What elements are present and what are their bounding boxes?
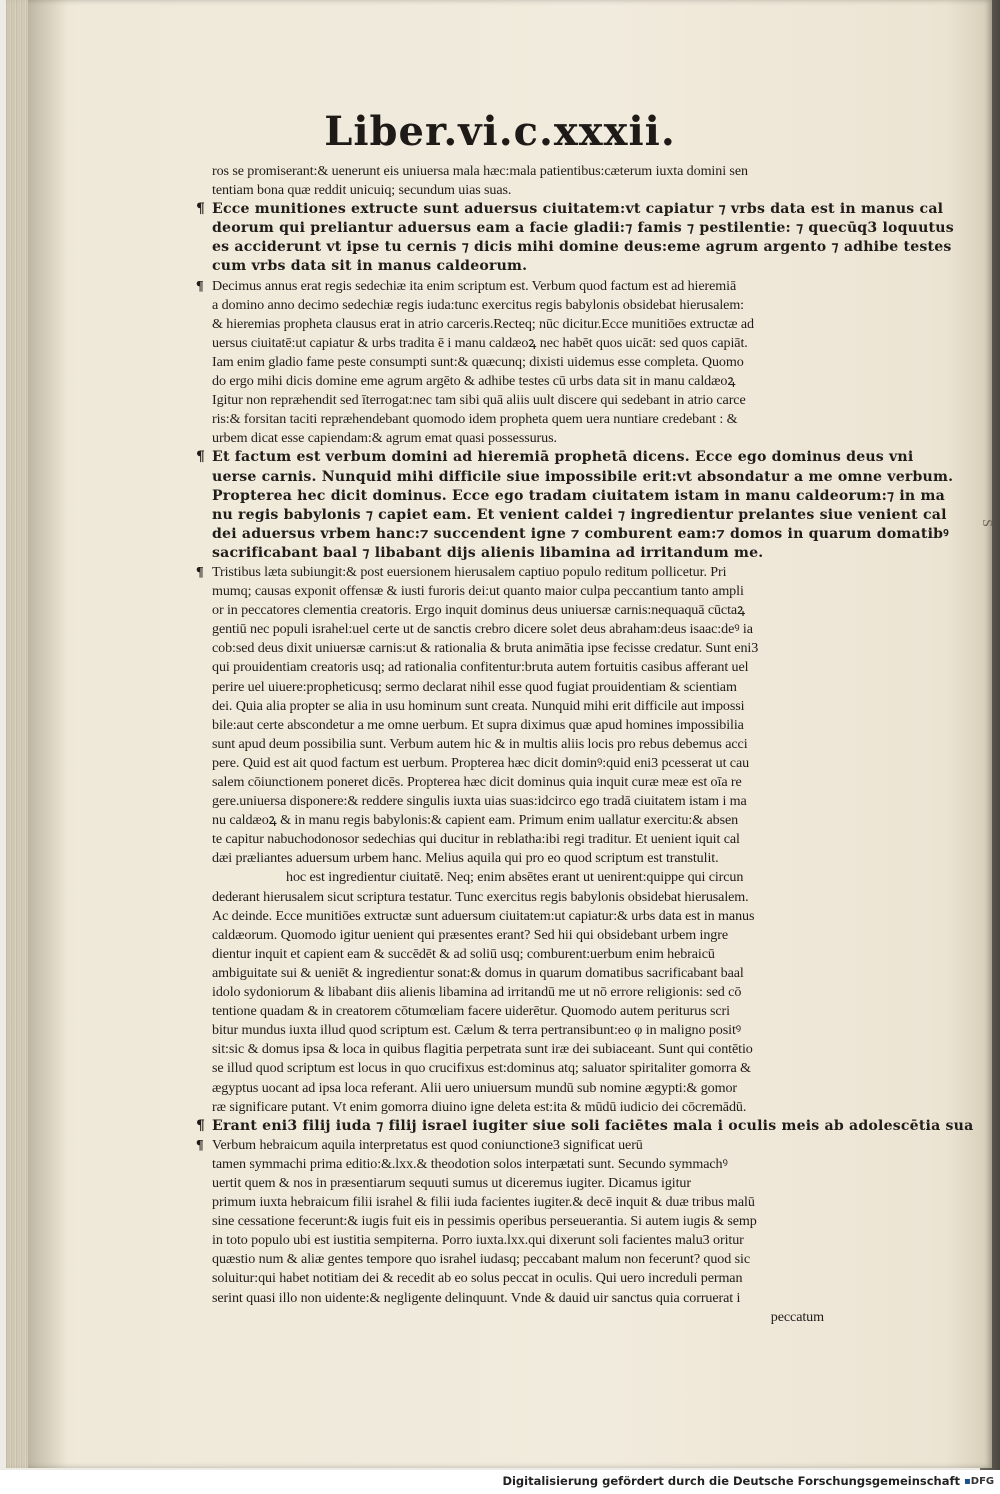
text-line [212,754,848,773]
line-text: uertit quem & nos in præsentiarum sequuti sumus ut diceremus iugiter. Dicamus igitur [212,1174,691,1191]
line-text: salem cōiunctionem poneret dicēs. Propterea hæc dicit dominus quia inquit curæ meæ est oīa re [212,774,742,790]
text-line [212,1002,848,1021]
text-line [196,277,848,296]
line-text: ris:& forsitan taciti repræhendebant quomodo idem propheta quem uera nuntiare credebant : & [212,411,738,428]
line-text: in toto populo ubi est iustitia sempiterna. Porro iuxta.lxx.qui dixerunt soli facientes malu3 oritur [212,1232,744,1249]
text-line [212,678,848,697]
line-text: urbem dicat esse capiendam:& agrum emat quasi possessurus. [212,430,557,447]
text-line [212,487,945,506]
text-line [212,868,848,887]
text-line [196,200,944,219]
line-text: Erant eni3 filij iuda ⁊ filij israel iugiter siue soli faciētes mala i oculis meis ab adolescētia sua [212,1117,974,1134]
line-text: bile:aut certe abscondetur a me omne uerbum. Et supra diximus quæ apud homines impossibilia [212,716,744,733]
line-text: ræ significare putant. Vt enim gomorra diuino igne deleta est:ita & mūdū iudicio dei cōcremādū. [212,1098,747,1115]
line-text: perire uel uiuere:propheticusq; sermo declarat nihil esse quod fugiat prouidentiam & scientiam [212,678,737,695]
text-line [212,1155,848,1174]
line-text: soluitur:qui habet notitiam dei & recedit ab eo solus peccat in oculis. Qui uero increduli perman [212,1270,743,1287]
paragraph-mark-icon: ¶ [196,277,204,294]
text-line [212,620,848,639]
gutter-shadow [28,0,68,1468]
text-line [212,1269,848,1288]
line-text: ambiguitate sui & ueniēt & ingredientur sonat:& domus in quarum domatibus sacrificabant baal [212,964,744,981]
text-block [196,162,974,1327]
line-text: tamen symmachi prima editio:&.lxx.& theodotion solos interpætati sunt. Secundo symmachꝰ [212,1155,728,1172]
text-line [212,525,949,544]
text-line [212,582,848,601]
line-text: a domino anno decimo sedechiæ regis iuda:tunc exercitus regis babylonis obsidebat hierusalem: [212,296,744,313]
line-text: ros se promiserant:& uenerunt eis uniuersa mala hæc:mala patientibus:cæterum iuxta domini sen [212,163,748,179]
footer-bar [0,1470,1000,1494]
text-line [212,735,848,754]
text-line [212,1289,848,1308]
line-text: dei. Quia alia propter se alia in usu hominum sunt creata. Nunquid mihi erit difficile aut impossi [212,697,745,714]
paragraph-mark-icon: ¶ [196,563,204,580]
text-line [212,830,848,849]
line-text: deorum qui preliantur aduersus eam a facie gladii:⁊ famis ⁊ pestilentie: ⁊ quecūq3 loquutus [212,220,954,237]
line-text: Iam enim gladio fame peste consumpti sunt:& quæcunq; dixisti uidemus esse completa. Quomo [212,353,744,370]
paragraph-mark-icon: ¶ [196,449,206,466]
line-text: or in peccatores clementia creatoris. Ergo inquit dominus deus uniuersæ carnis:nequaquā cūctaꝝ [212,602,746,619]
line-text: nu regis babylonis ⁊ capiet eam. Et venient caldei ⁊ ingredientur prelantes siue venient cal [212,506,947,523]
text-line [196,448,914,467]
text-line [212,1021,848,1040]
line-text: hoc est ingredientur ciuitatē. Neq; enim absētes erant ut uenirent:quippe qui circun [286,869,744,886]
paragraph-mark-icon: ¶ [196,1117,206,1134]
text-line [212,926,848,945]
line-text: Et factum est verbum domini ad hieremiā prophetā dicens. Ecce ego dominus deus vni [212,449,914,466]
line-text: idolo sydoniorum & libabant diis alienis libamina ad irritandū me ut nō errore religionis: sed cō [212,984,742,1001]
paragraph-mark-icon: ¶ [196,1136,204,1153]
text-line [212,658,848,677]
text-line [212,1212,848,1231]
text-line [212,162,848,181]
running-head: Liber.vi.c.xxxii. [324,108,676,155]
line-text: te capitur nabuchodonosor sedechias qui ducitur in reblatha:ibi regi traditur. Et uenient iquit cal [212,831,740,848]
text-line [212,773,848,792]
line-text: dederant hierusalem sicut scriptura testatur. Tunc exercitus regis babylonis obsidebat hierusalem. [212,888,749,905]
text-line [212,1079,848,1098]
text-line [212,219,954,238]
text-line [212,1231,848,1250]
text-line [212,296,848,315]
text-line [212,468,954,487]
line-text: sunt apud deum possibilia sunt. Verbum autem hic & in multis aliis locis pro rebus debemus acci [212,735,748,752]
line-text: ægyptus uocant ad ipsa loca referant. Alii uero uniuersum mundū sub nomine ægypti:& gomor [212,1079,738,1096]
line-text: mumq; causas exponit offensæ & iusti furoris dei:ut quanto maior culpa peccantium tanto ampli [212,583,744,600]
funding-notice: Digitalisierung gefördert durch die Deutsche Forschungsgemeinschaft [502,1474,960,1488]
line-text: dæi præliantes aduersum urbem hanc. Melius aquila qui pro eo quod scriptum est transtulit. [212,850,719,867]
line-text: pere. Quid est ait quod factum est uerbum. Propterea hæc dicit dominꝰ:quid eni3 pcesserat ut cau [212,754,750,771]
text-line [196,1117,974,1136]
line-text: Igitur non repræhendit sed īterrogat:nec tam sibi quā aliis uult discere qui sedebant in atrio carce [212,392,746,409]
text-line [212,334,848,353]
line-text: dientur inquit et capient eam & succēdēt & ad soliū usq; comburent:uerbum enim hebraicū [212,945,715,962]
text-line [212,945,848,964]
text-line [212,1059,848,1078]
dfg-logo-icon: ▪DFG [964,1476,995,1487]
text-line [212,849,848,868]
text-line [212,907,848,926]
line-text: uerse carnis. Nunquid mihi difficile siue impossibile erit:vt absondatur a me omne verbum. [212,468,954,485]
line-text: se illud quod scriptum est locus in quo crucifixus est:dominus atq; saluator spiritaliter gomorra & [212,1060,751,1077]
line-text: Ecce munitiones extructe sunt aduersus ciuitatem:vt capiatur ⁊ vrbs data est in manus cal [212,201,944,218]
line-text: Decimus annus erat regis sedechiæ ita enim scriptum est. Verbum quod factum est ad hieremiā [212,277,737,294]
line-text: tentione quadam & in creatorem cōtumœliam facere uiderētur. Quomodo autem periturus scri [212,1003,730,1020]
paragraph-mark-icon: ¶ [196,201,206,218]
text-line [212,888,848,907]
text-line [212,544,848,563]
text-line [212,238,952,257]
text-line [212,353,848,372]
line-text: quæstio num & aliæ gentes tempore quo israhel iudasq; peccabant malum non fecerunt? quod sic [212,1251,750,1268]
text-line [212,811,848,830]
line-text: cob:sed deus dixit uniuersæ carnis:ut & rationalia & bruta animātia ipse fecisse credatur. Sunt eni3 [212,640,759,657]
line-text: Propterea hec dicit dominus. Ecce ego tradam ciuitatem istam in manu caldeorum:⁊ in ma [212,487,945,504]
text-line [212,391,848,410]
line-text: peccatum [770,1308,824,1325]
line-text: sine cessatione fecerunt:& iugis fuit eis in pessimis operibus perseuerantia. Si autem iugis & semp [212,1213,757,1230]
line-text: primum iuxta hebraicum filii israhel & filii iuda facientes iugiter.& decē inquit & duæ tribus malū [212,1194,755,1211]
text-line [212,601,848,620]
line-text: serint quasi illo non uidente:& negligente delinquunt. Vnde & dauid uir sanctus quia corruerat i [212,1289,741,1306]
text-line [212,1040,848,1059]
line-text: gentiū nec populi israhel:uel certe ut de sanctis crebro dicere solet deus abraham:deus isaac:deꝰ ia [212,621,753,638]
line-text: & hieremias propheta clausus erat in atrio carceris.Recteq; nūc dicitur.Ecce munitiōes extructæ ad [212,315,754,332]
line-text: sit:sic & domus ipsa & loca in quibus flagitia perpetrata sunt iræ dei subiaceant. Sunt qui contētio [212,1041,753,1058]
text-line [196,563,848,582]
line-text: Ac deinde. Ecce munitiōes extructæ sunt aduersum ciuitatem:ut capiatur:& urbs data est in manus [212,907,755,924]
line-text: qui prouidentiam creatoris usq; ad rationalia confitentur:bruta autem fortuitis casibus afferant uel [212,659,749,676]
line-text: bitur mundus iuxta illud quod scriptum est. Cælum & terra pertransibunt:eo φ in maligno positꝰ [212,1022,742,1039]
line-text: Tristibus læta subiungit:& post euersionem hierusalem captiuo populo reditum pollicetur. Pri [212,563,727,580]
line-text: do ergo mihi dicis domine eme agrum argēto & adhibe testes cū urbs data sit in manu caldæoꝝ [212,373,736,390]
text-line [212,257,848,276]
text-line [212,506,947,525]
text-line [212,792,848,811]
line-text: gere.uniuersa disponere:& reddere singulis iuxta uias suas:idcirco ego tradā ciuitatem istam i ma [212,793,747,810]
catchword [212,1308,848,1327]
text-line [212,639,848,658]
line-text: nu caldæoꝝ & in manu regis babylonis:& capient eam. Primum enim uallatur exercitu:& absen [212,812,739,829]
text-line [212,1193,848,1212]
text-line [196,1136,848,1155]
text-line [212,964,848,983]
line-text: cum vrbs data sit in manus caldeorum. [212,258,528,275]
line-text: Verbum hebraicum aquila interpretatus est quod coniunctione3 significat uerū [212,1136,643,1153]
text-line [212,716,848,735]
text-line [212,181,848,200]
line-text: uersus ciuitatē:ut capiatur & urbs tradita ē i manu caldæoꝝ nec habēt quos uicāt: sed quos capiāt. [212,334,748,351]
text-line [212,1098,848,1117]
line-text: es acciderunt vt ipse tu cernis ⁊ dicis mihi domine deus:eme agrum argento ⁊ adhibe testes [212,239,952,256]
text-line [212,1174,848,1193]
text-line [212,372,848,391]
text-line [212,983,848,1002]
margin-note: S [979,519,995,527]
text-line [212,315,848,334]
line-text: tentiam bona quæ reddit unicuiq; secundum uias suas. [212,182,512,199]
line-text: sacrificabant baal ⁊ libabant dijs alienis libamina ad irritandum me. [212,544,764,561]
page-edges [6,0,28,1468]
text-line [212,410,848,429]
text-line [212,1250,848,1269]
line-text: dei aduersus vrbem hanc:⁊ succendent igne ⁊ comburent eam:⁊ domos in quarum domatibꝰ [212,525,949,542]
text-line [212,697,848,716]
line-text: caldæorum. Quomodo igitur uenient qui præsentes erant? Sed hii qui obsidebant urbem ingre [212,926,728,943]
text-line [212,429,848,448]
